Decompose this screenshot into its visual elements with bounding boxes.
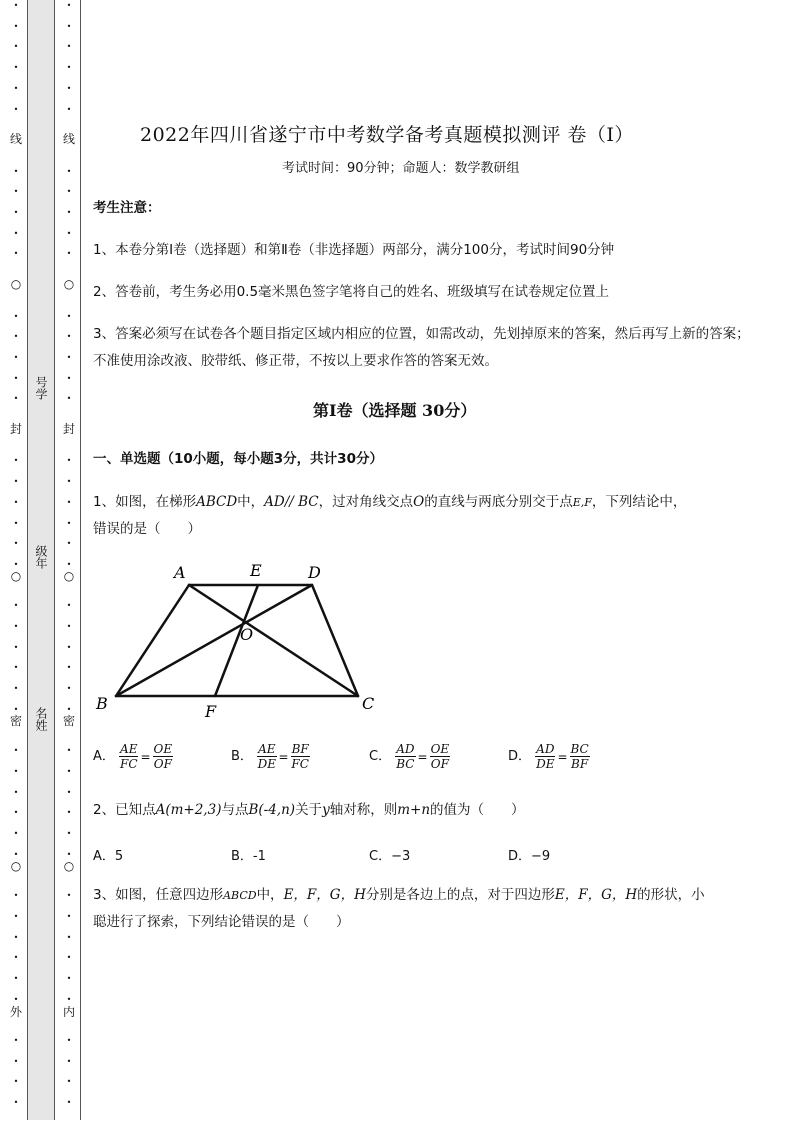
notice-item-1: 1、本卷分第Ⅰ卷（选择题）和第Ⅱ卷（非选择题）两部分，满分100分，考试时间90分钟 — [93, 242, 615, 258]
frac-den: BC — [396, 757, 415, 771]
binding-dot: • — [66, 953, 72, 963]
binding-dot: • — [66, 808, 72, 818]
notice-item-2: 2、答卷前，考生务必用0.5毫米黑色签字笔将自己的姓名、班级填写在试卷规定位置上 — [93, 284, 610, 300]
binding-dot: • — [13, 394, 19, 404]
binding-dot: • — [13, 704, 19, 714]
q2-text-4: 轴对称，则 — [329, 802, 398, 818]
question-3 — [93, 882, 753, 936]
binding-dot: • — [13, 911, 19, 921]
frac-num: BF — [291, 742, 309, 756]
right-binding-mark: 内 — [63, 1005, 76, 1019]
binding-dot: • — [66, 642, 72, 652]
field-student-id — [27, 376, 55, 404]
q1-option-a[interactable] — [93, 742, 173, 771]
q1-math-4: E,F — [572, 496, 592, 509]
binding-dot: • — [66, 63, 72, 73]
frac-num: OE — [153, 742, 173, 756]
binding-margin — [0, 0, 84, 1123]
binding-dot: • — [66, 539, 72, 549]
q1-option-a-frac-1 — [119, 742, 138, 771]
binding-dot: • — [66, 1098, 72, 1108]
equals-sign: = — [140, 749, 151, 764]
binding-dot: • — [13, 352, 19, 362]
q2-option-a[interactable]: A．5 — [93, 849, 124, 864]
q2-text-5: 的值为（ ） — [430, 802, 525, 818]
binding-dot: • — [13, 953, 19, 963]
binding-dot: • — [66, 352, 72, 362]
label-c: C — [362, 694, 375, 713]
frac-den: OF — [153, 757, 172, 771]
q1-text-b: 中， — [237, 494, 265, 510]
binding-dot: • — [13, 559, 19, 569]
binding-dot: • — [13, 228, 19, 238]
field-grade-label: 级年 — [34, 545, 48, 569]
q1-option-d-frac-2 — [570, 742, 590, 771]
binding-dot: • — [66, 911, 72, 921]
label-e: E — [250, 561, 262, 580]
binding-dot: • — [13, 1056, 19, 1066]
q3-text-3: 分别是各边上的点，对于四边形 — [365, 887, 555, 903]
q3-line-2: 聪进行了探索，下列结论错误的是（ ） — [93, 914, 350, 930]
page-title: 2022年四川省遂宁市中考数学备考真题模拟测评 卷（Ⅰ） — [140, 124, 634, 146]
binding-dot: • — [13, 1098, 19, 1108]
left-binding-mark: ○ — [10, 859, 22, 873]
binding-dot: • — [13, 766, 19, 776]
notice-heading: 考生注意： — [93, 200, 161, 216]
segment-dc — [312, 585, 358, 696]
binding-dot: • — [13, 891, 19, 901]
q1-option-b[interactable] — [231, 742, 310, 771]
field-grade — [27, 545, 55, 573]
binding-dot: • — [13, 642, 19, 652]
q1-option-b-frac-2 — [291, 742, 310, 771]
q1-option-c-letter: C． — [369, 749, 392, 764]
binding-dot: • — [66, 187, 72, 197]
q3-math-2: E，F，G，H — [283, 887, 366, 903]
binding-dot: • — [66, 208, 72, 217]
binding-dot: • — [66, 994, 72, 1004]
binding-dot: • — [13, 849, 19, 859]
field-name — [27, 707, 55, 735]
part-heading: 一、单选题（10小题，每小题3分，共计30分） — [93, 451, 383, 467]
q3-text-1: 3、如图，任意四边形 — [93, 887, 224, 903]
frac-den: DE — [257, 757, 276, 771]
binding-dot: • — [66, 1036, 72, 1045]
binding-dot: • — [13, 746, 19, 756]
q1-option-d-frac-1 — [535, 742, 555, 771]
q1-options — [93, 742, 693, 778]
notice-item-3: 3、答案必须写在试卷各个题目指定区域内相应的位置，如需改动，先划掉原来的答案，然后再写上新的答案；不准使用涂改液、胶带纸、修正带，不按以上要求作答的答案无效。 — [93, 326, 750, 369]
binding-dot: • — [13, 622, 19, 631]
label-b: B — [96, 694, 108, 713]
binding-dot: • — [66, 704, 72, 714]
binding-dot: • — [13, 497, 19, 507]
binding-dot: • — [66, 42, 72, 52]
binding-dot: • — [13, 373, 19, 383]
right-binding-mark: ○ — [63, 569, 75, 583]
binding-dot: • — [13, 973, 19, 983]
binding-dot: • — [13, 208, 19, 217]
binding-dot: • — [13, 932, 19, 942]
binding-dot: • — [66, 684, 72, 694]
binding-dot: • — [13, 518, 19, 528]
question-1 — [93, 489, 753, 543]
binding-dot: • — [66, 1077, 72, 1087]
q2-math-4: m+n — [397, 802, 431, 818]
binding-dot: • — [13, 1036, 19, 1045]
q1-option-a-frac-2 — [153, 742, 174, 771]
label-a: A — [174, 563, 186, 582]
frac-num: AE — [258, 742, 276, 756]
binding-dot: • — [66, 373, 72, 383]
trapezoid-figure — [90, 556, 390, 721]
right-binding-mark: ○ — [63, 859, 75, 873]
label-f: F — [205, 702, 217, 721]
binding-dot: • — [66, 456, 72, 466]
q1-text-c: ，过对角线交点 — [318, 494, 414, 510]
q1-option-c-frac-1 — [395, 742, 415, 771]
frac-den: BF — [571, 757, 589, 771]
right-binding-mark: 线 — [63, 132, 76, 146]
binding-dot: • — [13, 249, 19, 259]
binding-dot: • — [13, 477, 19, 487]
binding-dot: • — [13, 829, 19, 838]
q1-math-1: ABCD — [196, 494, 238, 510]
q1-option-c-frac-2 — [430, 742, 451, 771]
left-binding-mark: ○ — [10, 277, 22, 291]
q3-text-4: 的形状，小 — [637, 887, 705, 903]
binding-dot: • — [66, 497, 72, 507]
binding-dot: • — [66, 829, 72, 838]
binding-dot: • — [66, 766, 72, 776]
binding-dot: • — [13, 311, 19, 321]
binding-dot: • — [13, 684, 19, 694]
q2-options — [93, 845, 693, 865]
field-name-label: 名姓 — [34, 707, 48, 731]
q2-math-3: y — [322, 802, 330, 818]
binding-dot: • — [66, 891, 72, 901]
binding-dot: • — [66, 932, 72, 942]
q3-math-1: ABCD — [223, 889, 257, 902]
frac-num: AD — [396, 742, 415, 756]
binding-dot: • — [66, 394, 72, 404]
binding-dot: • — [66, 1, 72, 10]
q2-math-2: B(-4,n) — [248, 802, 296, 818]
binding-dot: • — [13, 994, 19, 1004]
right-binding-mark: 密 — [63, 714, 76, 728]
binding-line — [80, 0, 81, 1120]
binding-dot: • — [13, 83, 19, 93]
frac-den: DE — [536, 757, 555, 771]
q1-option-b-frac-1 — [257, 742, 276, 771]
label-d: D — [308, 563, 321, 582]
binding-dot: • — [13, 456, 19, 466]
q1-option-b-letter: B． — [231, 749, 253, 764]
binding-dot: • — [13, 808, 19, 818]
q1-option-a-letter: A． — [93, 749, 115, 764]
q1-option-d[interactable] — [508, 742, 590, 771]
field-student-id-label: 号学 — [34, 376, 48, 400]
binding-dot: • — [66, 787, 72, 797]
frac-num: BC — [570, 742, 589, 756]
equals-sign: = — [557, 749, 568, 764]
q3-text-2: 中， — [256, 887, 284, 903]
binding-dot: • — [66, 746, 72, 756]
q2-text-3: 关于 — [295, 802, 323, 818]
binding-dot: • — [13, 63, 19, 73]
right-binding-mark: 封 — [63, 422, 76, 436]
binding-dot: • — [13, 21, 19, 31]
q2-math-1: A(m+2,3) — [155, 802, 222, 818]
binding-dot: • — [66, 311, 72, 321]
binding-dot: • — [66, 518, 72, 528]
binding-dot: • — [13, 104, 19, 114]
binding-dot: • — [66, 849, 72, 859]
binding-dot: • — [66, 228, 72, 238]
binding-dot: • — [13, 539, 19, 549]
binding-dot: • — [13, 663, 19, 673]
section-title: 第Ⅰ卷（选择题 30分） — [313, 401, 477, 420]
binding-dot: • — [66, 249, 72, 259]
frac-den: FC — [291, 757, 309, 771]
binding-dot: • — [66, 21, 72, 31]
q1-math-3: O — [413, 494, 425, 510]
q2-option-b[interactable]: B．-1 — [231, 849, 266, 864]
binding-dot: • — [66, 83, 72, 93]
q1-option-c[interactable] — [369, 742, 450, 771]
binding-dot: • — [13, 166, 19, 176]
equals-sign: = — [417, 749, 428, 764]
binding-dot: • — [66, 622, 72, 631]
frac-num: AD — [536, 742, 555, 756]
binding-dot: • — [66, 559, 72, 569]
binding-dot: • — [13, 187, 19, 197]
left-binding-mark: 密 — [10, 714, 23, 728]
equals-sign: = — [278, 749, 289, 764]
q1-text-a: 1、如图，在梯形 — [93, 494, 197, 510]
segment-ab — [116, 585, 189, 696]
q1-math-2: AD// BC — [264, 494, 319, 510]
q1-text-e: ，下列结论中， — [591, 494, 687, 510]
q1-line-2: 错误的是（ ） — [93, 521, 201, 537]
left-binding-mark: 线 — [10, 132, 23, 146]
binding-dot: • — [13, 1, 19, 10]
frac-den: OF — [430, 757, 449, 771]
frac-den: FC — [120, 757, 138, 771]
binding-dot: • — [66, 332, 72, 342]
q2-text-1: 2、已知点 — [93, 802, 156, 818]
binding-dot: • — [66, 973, 72, 983]
binding-dot: • — [13, 787, 19, 797]
binding-dot: • — [66, 166, 72, 176]
q3-math-3: E，F，G，H — [554, 887, 638, 903]
q1-text-d: 的直线与两底分别交于点 — [424, 494, 573, 510]
question-2 — [93, 797, 753, 824]
right-binding-mark: ○ — [63, 277, 75, 291]
binding-dot: • — [66, 663, 72, 673]
q1-option-d-letter: D． — [508, 749, 532, 764]
binding-dot: • — [66, 477, 72, 487]
binding-dot: • — [13, 332, 19, 342]
q2-option-c[interactable]: C．−3 — [369, 849, 411, 864]
binding-dot: • — [66, 104, 72, 114]
frac-num: OE — [430, 742, 450, 756]
page-subtitle: 考试时间：90分钟；命题人：数学教研组 — [282, 161, 520, 176]
q2-text-2: 与点 — [221, 802, 249, 818]
frac-num: AE — [120, 742, 138, 756]
binding-dot: • — [13, 601, 19, 611]
label-o: O — [240, 625, 254, 644]
left-binding-mark: 外 — [10, 1005, 23, 1019]
left-binding-mark: ○ — [10, 569, 22, 583]
left-binding-mark: 封 — [10, 422, 23, 436]
q2-option-d[interactable]: D．−9 — [508, 849, 551, 864]
binding-dot: • — [13, 1077, 19, 1087]
binding-dot: • — [66, 601, 72, 611]
binding-dot: • — [66, 1056, 72, 1066]
binding-dot: • — [13, 42, 19, 52]
